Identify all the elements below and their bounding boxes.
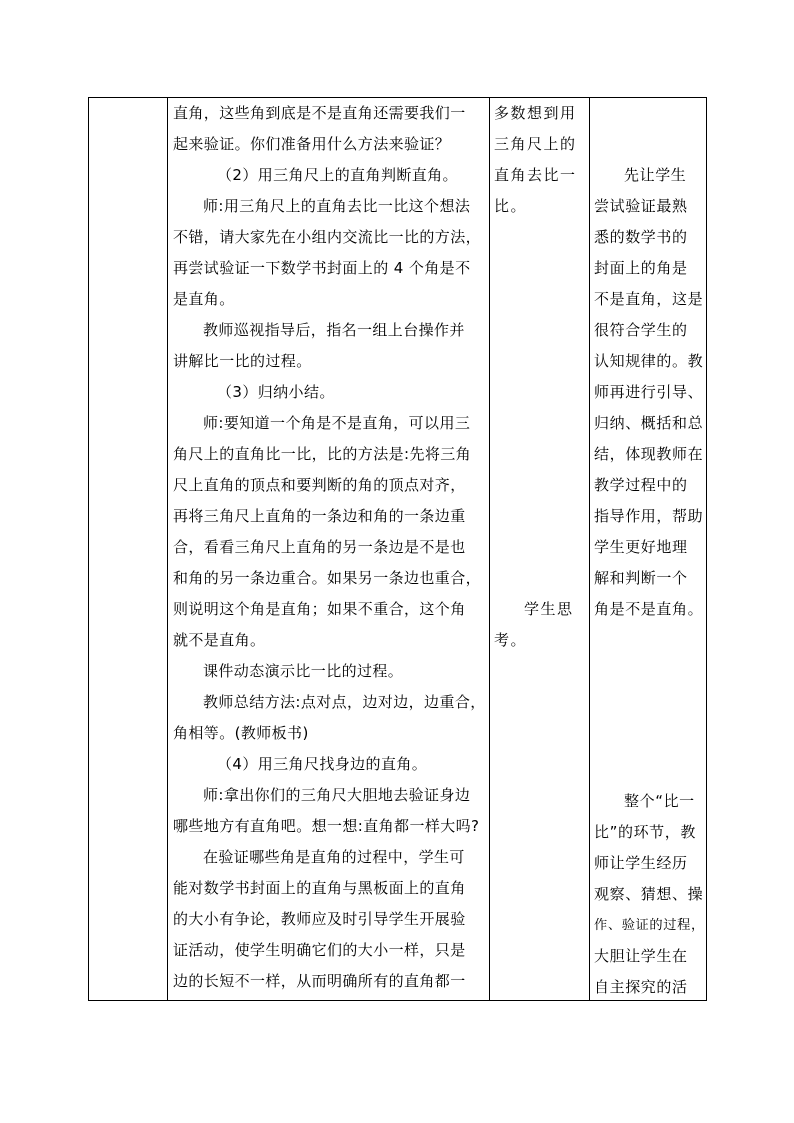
text-line: 很符合学生的 bbox=[594, 321, 688, 339]
text-line: （2）用三角尺上的直角判断直角。 bbox=[217, 166, 458, 184]
text-line: 观察、猜想、操 bbox=[594, 885, 704, 903]
text-line: 边的长短不一样，从而明确所有的直角都一 bbox=[173, 972, 466, 990]
text-line: 指导作用，帮助 bbox=[594, 507, 704, 525]
text-line: 合，看看三角尺上直角的另一条边是不是也 bbox=[173, 538, 466, 556]
text-line: 直角去比一 bbox=[494, 166, 577, 184]
text-line: 角相等。(教师板书) bbox=[173, 724, 309, 742]
student-activity-block bbox=[494, 594, 587, 656]
text-line: 再将三角尺上直角的一条边和角的一条边重 bbox=[173, 507, 466, 525]
text-line: 直角，这些角到底是不是直角还需要我们一 bbox=[173, 104, 466, 122]
text-line: 尝试验证最熟 bbox=[594, 197, 688, 215]
text-line: 师再进行引导、 bbox=[594, 383, 704, 401]
text-line: 不是直角，这是 bbox=[594, 290, 704, 308]
text-line: 教师总结方法:点对点，边对边，边重合， bbox=[203, 693, 486, 711]
text-line: 考。 bbox=[494, 631, 528, 649]
student-activity-column bbox=[494, 98, 587, 222]
text-line: 就不是直角。 bbox=[173, 631, 266, 649]
text-line: 师让学生经历 bbox=[594, 854, 688, 872]
text-line: 师:用三角尺上的直角去比一比这个想法 bbox=[203, 197, 471, 215]
text-line: 和角的另一条边重合。如果另一条边也重合， bbox=[173, 569, 482, 587]
text-line: 解和判断一个 bbox=[594, 569, 688, 587]
text-line: 三角尺上的 bbox=[494, 135, 577, 153]
text-line: 作、验证的过程， bbox=[594, 918, 705, 933]
text-line: 先让学生 bbox=[624, 166, 687, 184]
text-line: 是直角。 bbox=[173, 290, 235, 308]
lesson-plan-table bbox=[88, 97, 707, 1001]
text-line: 讲解比一比的过程。 bbox=[173, 352, 312, 370]
column-divider bbox=[167, 98, 168, 1000]
text-line: 比。 bbox=[494, 197, 528, 215]
text-line: 悉的数学书的 bbox=[594, 228, 688, 246]
text-line: 比”的环节，教 bbox=[594, 823, 696, 841]
text-line: 大胆让学生在 bbox=[594, 947, 688, 965]
text-line: 归纳、概括和总 bbox=[594, 414, 704, 432]
text-line: 角尺上的直角比一比，比的方法是:先将三角 bbox=[173, 445, 472, 463]
text-line: 哪些地方有直角吧。想一想:直角都一样大吗? bbox=[173, 817, 480, 835]
column-divider bbox=[489, 98, 490, 1000]
text-line: 师:要知道一个角是不是直角，可以用三 bbox=[203, 414, 471, 432]
design-intent-column bbox=[594, 160, 704, 625]
teaching-process-column bbox=[173, 98, 485, 997]
text-line: 封面上的角是 bbox=[594, 259, 688, 277]
text-line: 再尝试验证一下数学书封面上的 4 个角是不 bbox=[173, 259, 471, 277]
text-line: 学生思 bbox=[524, 600, 574, 618]
text-line: 多数想到用 bbox=[494, 104, 577, 122]
text-line: 则说明这个角是直角；如果不重合，这个角 bbox=[173, 600, 466, 618]
text-line: 的大小有争论，教师应及时引导学生开展验 bbox=[173, 910, 466, 928]
column-divider bbox=[589, 98, 590, 1000]
text-line: 教学过程中的 bbox=[594, 476, 688, 494]
text-line: 认知规律的。教 bbox=[594, 352, 704, 370]
text-line: 教师巡视指导后，指名一组上台操作并 bbox=[203, 321, 465, 339]
text-line: 起来验证。你们准备用什么方法来验证？ bbox=[173, 135, 451, 153]
text-line: （3）归纳小结。 bbox=[217, 383, 335, 401]
text-line: 师:拿出你们的三角尺大胆地去验证身边 bbox=[203, 786, 471, 804]
text-line: 自主探究的活 bbox=[594, 978, 688, 996]
text-line: 在验证哪些角是直角的过程中，学生可 bbox=[203, 848, 465, 866]
text-line: 证活动，使学生明确它们的大小一样，只是 bbox=[173, 941, 466, 959]
design-intent-block bbox=[594, 786, 704, 1003]
text-line: 尺上直角的顶点和要判断的角的顶点对齐， bbox=[173, 476, 466, 494]
text-line: 课件动态演示比一比的过程。 bbox=[203, 662, 404, 680]
text-line: 不错，请大家先在小组内交流比一比的方法， bbox=[173, 228, 482, 246]
text-line: （4）用三角尺找身边的直角。 bbox=[217, 755, 428, 773]
text-line: 整个“比一 bbox=[624, 792, 695, 810]
text-line: 结，体现教师在 bbox=[594, 445, 704, 463]
text-line: 能对数学书封面上的直角与黑板面上的直角 bbox=[173, 879, 466, 897]
text-line: 角是不是直角。 bbox=[594, 600, 704, 618]
text-line: 学生更好地理 bbox=[594, 538, 688, 556]
